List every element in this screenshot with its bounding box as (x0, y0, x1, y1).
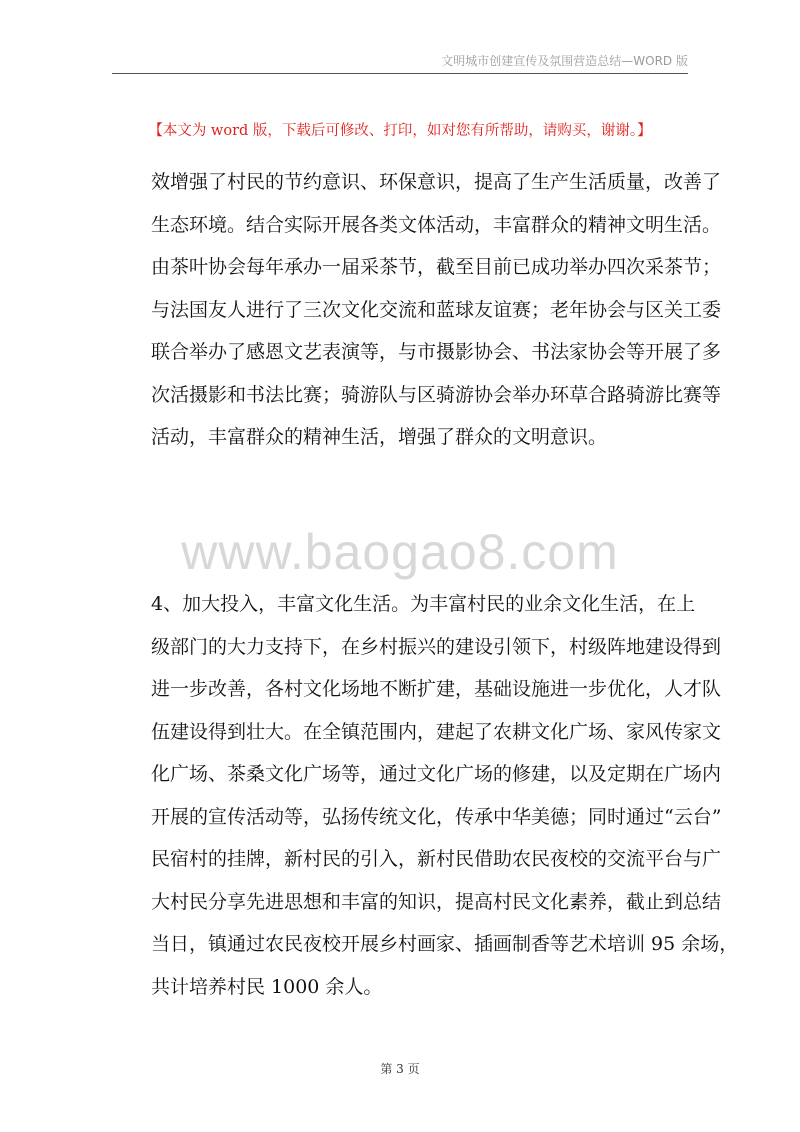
paragraph-2-line: 共计培养村民 1000 余人。 (151, 975, 383, 998)
paragraph-2-line: 级部门的大力支持下，在乡村振兴的建设引领下，村级阵地建设得到 (151, 635, 722, 658)
paragraph-2-line: 开展的宣传活动等，弘扬传统文化，传承中华美德；同时通过“云台” (151, 805, 722, 828)
paragraph-1-line: 次活摄影和书法比赛；骑游队与区骑游协会举办环草合路骑游比赛等 (151, 383, 722, 406)
header-divider (112, 73, 688, 74)
paragraph-1 (151, 161, 722, 459)
watermark: www.baogao8.com (181, 524, 619, 580)
paragraph-1-line: 由茶叶协会每年承办一届采茶节，截至目前已成功举办四次采茶节； (151, 256, 722, 278)
paragraph-2 (151, 583, 739, 1008)
paragraph-1-line: 效增强了村民的节约意识、环保意识，提高了生产生活质量，改善了 (151, 171, 722, 193)
document-header-title: 文明城市创建宣传及氛围营造总结—WORD 版 (441, 54, 688, 68)
paragraph-2-line: 当日，镇通过农民夜校开展乡村画家、插画制香等艺术培训 95 余场， (151, 933, 739, 955)
paragraph-2-line: 进一步改善，各村文化场地不断扩建，基础设施进一步优化，人才队 (151, 678, 722, 700)
paragraph-1-line: 活动，丰富群众的精神生活，增强了群众的文明意识。 (151, 426, 608, 448)
download-notice: 【本文为 word 版，下载后可修改、打印，如对您有所帮助，请购买，谢谢。】 (148, 123, 652, 139)
paragraph-1-line: 与法国友人进行了三次文化交流和蓝球友谊赛；老年协会与区关工委 (151, 298, 722, 321)
page-number: 第 3 页 (380, 1062, 420, 1076)
paragraph-2-line: 伍建设得到壮大。在全镇范围内，建起了农耕文化广场、家风传家文 (151, 720, 722, 743)
paragraph-2-line: 民宿村的挂牌，新村民的引入，新村民借助农民夜校的交流平台与广 (151, 848, 722, 870)
paragraph-1-line: 生态环境。结合实际开展各类文体活动，丰富群众的精神文明生活。 (151, 213, 722, 236)
paragraph-2-line: 大村民分享先进思想和丰富的知识，提高村民文化素养，截止到总结 (151, 890, 722, 913)
paragraph-2-line: 化广场、茶桑文化广场等，通过文化广场的修建，以及定期在广场内 (151, 763, 722, 785)
paragraph-2-line: 4、加大投入，丰富文化生活。为丰富村民的业余文化生活，在上 (151, 593, 696, 615)
paragraph-1-line: 联合举办了感恩文艺表演等，与市摄影协会、书法家协会等开展了多 (151, 341, 722, 363)
